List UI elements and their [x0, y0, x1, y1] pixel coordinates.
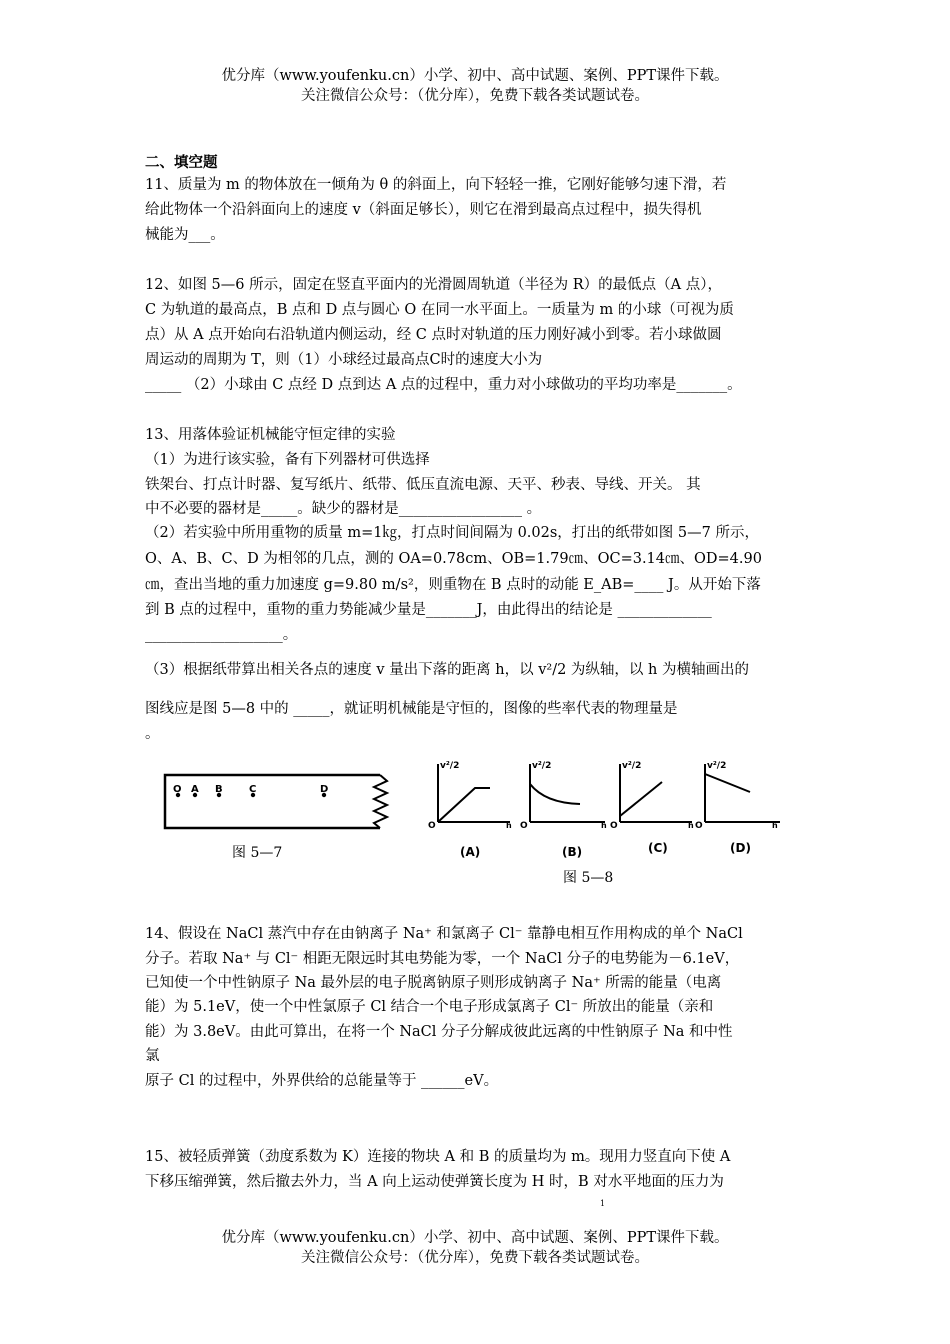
page-number: 1 [600, 1199, 606, 1208]
graph-d-x-label: h [772, 821, 778, 830]
figure-5-8-caption: 图 5—8 [563, 870, 614, 886]
q14-line-2: 分子。若取 Na⁺ 与 Cl⁻ 相距无限远时其电势能为零，一个 NaCl 分子的电势能为－6.1eV， [145, 951, 740, 967]
q13-line-6: O、A、B、C、D 为相邻的几点，测的 OA=0.78cm、OB=1.79㎝、OC=3.14㎝、OD=4.90 [145, 551, 762, 567]
tape-label-a: A [191, 784, 199, 795]
q15-line-1: 15、被轻质弹簧（劲度系数为 K）连接的物块 A 和 B 的质量均为 m。现用力竖直向下使 A [145, 1149, 731, 1165]
graph-c-origin: O [610, 821, 618, 831]
q12-line-1: 12、如图 5—6 所示，固定在竖直平面内的光滑圆周轨道（半径为 R）的最低点（A 点）， [145, 277, 722, 293]
q13-line-1: 13、用落体验证机械能守恒定律的实验 [145, 427, 396, 443]
graph-d-y-label: v²/2 [707, 761, 727, 771]
q14-line-5: 能）为 3.8eV。由此可算出，在将一个 NaCl 分子分解成彼此远离的中性钠原子 Na 和中性 [145, 1024, 733, 1040]
q12-line-5: _____ （2）小球由 C 点经 D 点到达 A 点的过程中，重力对小球做功的平均功率是_______。 [145, 377, 742, 393]
header-line-2: 关注微信公众号：（优分库），免费下载各类试题试卷。 [301, 88, 649, 104]
graph-c-x-label: h [688, 821, 694, 830]
section-title: 二、填空题 [145, 154, 218, 171]
graph-b [520, 761, 607, 859]
q14-line-7: 原子 Cl 的过程中，外界供给的总能量等于 ______eV。 [145, 1073, 499, 1089]
q14-line-1: 14、假设在 NaCl 蒸汽中存在由钠离子 Na⁺ 和氯离子 Cl⁻ 靠静电相互作用构成的单个 NaCl [145, 926, 743, 942]
graph-a-origin: O [428, 821, 436, 831]
q15-line-2: 下移压缩弹簧，然后撤去外力，当 A 向上运动使弹簧长度为 H 时，B 对水平地面的压力为 [145, 1174, 724, 1190]
graph-c-label: (C) [648, 841, 668, 855]
graph-d-origin: O [695, 821, 703, 831]
header-line-1: 优分库（www.youfenku.cn）小学、初中、高中试题、案例、PPT课件下载。 [221, 68, 729, 84]
footer-line-1: 优分库（www.youfenku.cn）小学、初中、高中试题、案例、PPT课件下载。 [221, 1230, 729, 1246]
q13-line-3: 铁架台、打点计时器、复写纸片、纸带、低压直流电源、天平、秒表、导线、开关。 其 [145, 477, 701, 493]
graph-b-y-label: v²/2 [532, 761, 552, 771]
figure-5-7-caption: 图 5—7 [232, 845, 283, 861]
q11-line-3: 械能为___。 [145, 227, 225, 243]
graph-c [610, 761, 694, 855]
q11-line-1: 11、质量为 m 的物体放在一倾角为 θ 的斜面上，向下轻轻一推，它刚好能够匀速下滑，若 [145, 177, 727, 193]
graph-b-label: (B) [562, 845, 583, 859]
q12-line-4: 周运动的周期为 T，则（1）小球经过最高点C时的速度大小为 [145, 352, 543, 368]
q13-line-8: 到 B 点的过程中，重物的重力势能减少量是_______J，由此得出的结论是 _____________ [145, 602, 712, 618]
tape-label-c: C [249, 784, 257, 795]
tape-label-o: O [173, 784, 182, 795]
q13-line-10: （3）根据纸带算出相关各点的速度 v 量出下落的距离 h，以 v²/2 为纵轴，以 h 为横轴画出的 [145, 662, 749, 678]
q12-line-3: 点）从 A 点开始向右沿轨道内侧运动，经 C 点时对轨道的压力刚好减小到零。若小球做圆 [145, 327, 722, 343]
q13-line-12: 。 [145, 726, 160, 742]
graph-d-label: (D) [730, 841, 751, 855]
q13-line-4: 中不必要的器材是_____。缺少的器材是_________________ 。 [145, 501, 542, 517]
figure-5-8-graphs [420, 758, 790, 863]
q14-line-3: 已知使一个中性钠原子 Na 最外层的电子脱离钠原子则形成钠离子 Na⁺ 所需的能量（电离 [145, 975, 722, 991]
tape-label-d: D [320, 784, 329, 795]
figure-5-7-tape [160, 770, 400, 835]
graph-b-x-label: h [601, 821, 607, 830]
q11-line-2: 给此物体一个沿斜面向上的速度 v（斜面足够长），则它在滑到最高点过程中，损失得机 [145, 202, 702, 218]
footer-line-2: 关注微信公众号：（优分库），免费下载各类试题试卷。 [301, 1250, 649, 1266]
graph-a-y-label: v²/2 [440, 761, 460, 771]
tape-label-b: B [215, 784, 223, 795]
q12-line-2: C 为轨道的最高点，B 点和 D 点与圆心 O 在同一水平面上。一质量为 m 的小球（可视为质 [145, 302, 734, 318]
q13-line-7: ㎝，查出当地的重力加速度 g=9.80 m/s²，则重物在 B 点时的动能 E_AB=____ J。从开始下落 [145, 577, 761, 593]
q14-line-4: 能）为 5.1eV，使一个中性氯原子 Cl 结合一个电子形成氯离子 Cl⁻ 所放出的能量（亲和 [145, 999, 714, 1015]
q13-line-11: 图线应是图 5—8 中的 _____，就证明机械能是守恒的，图像的些率代表的物理量是 [145, 701, 678, 717]
graph-c-y-label: v²/2 [622, 761, 642, 771]
q14-line-6: 氯 [145, 1048, 160, 1064]
q13-line-9: ___________________。 [145, 627, 298, 643]
graph-d [695, 761, 780, 855]
q13-line-5: （2）若实验中所用重物的质量 m=1㎏，打点时间间隔为 0.02s，打出的纸带如图 5—7 所示， [145, 525, 759, 541]
graph-a [428, 761, 512, 859]
graph-a-label: (A) [460, 845, 481, 859]
graph-a-x-label: h [506, 821, 512, 830]
q13-line-2: （1）为进行该实验，备有下列器材可供选择 [145, 452, 430, 468]
graph-b-origin: O [520, 821, 528, 831]
